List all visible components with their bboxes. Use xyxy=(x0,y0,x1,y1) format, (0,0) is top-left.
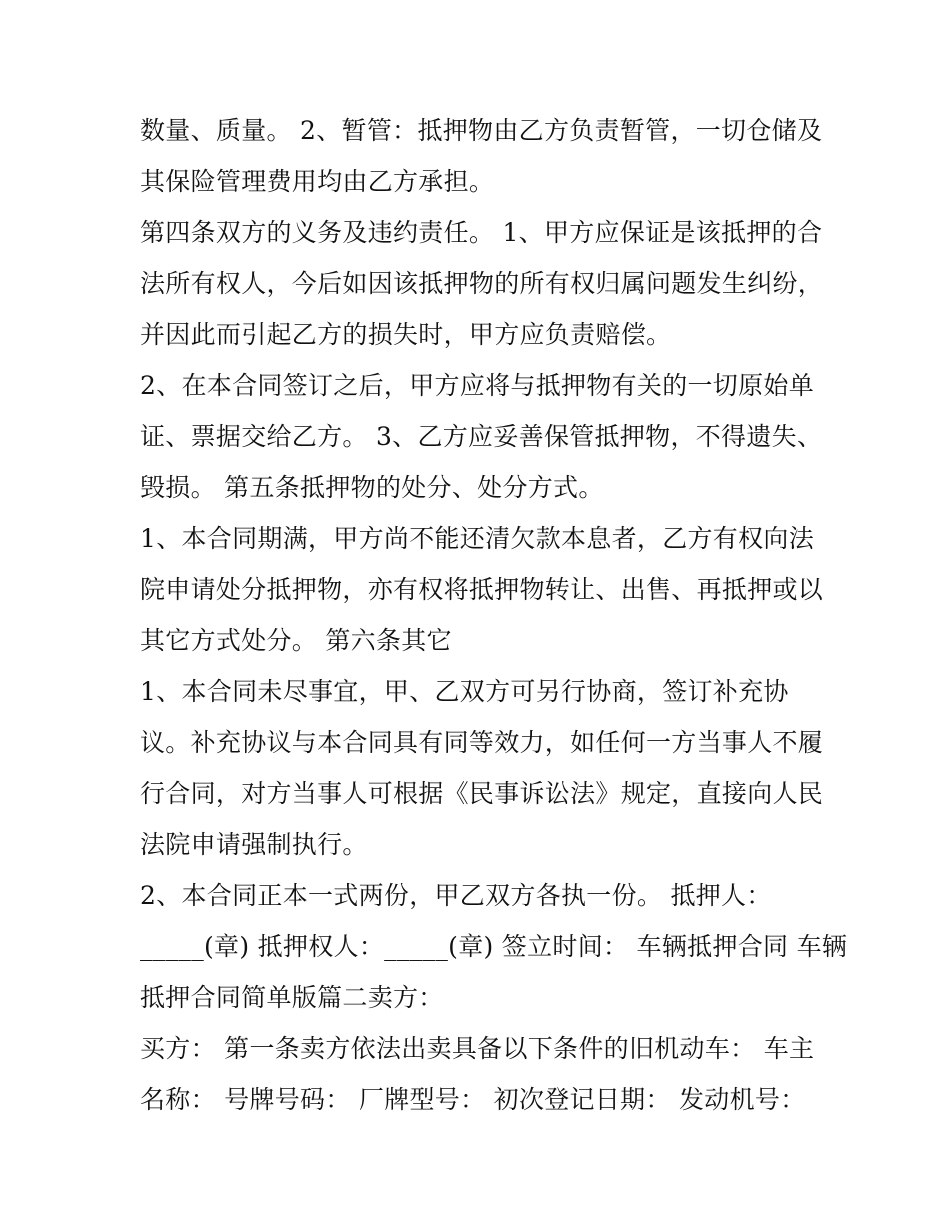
text-line: 2、在本合同签订之后，甲方应将与抵押物有关的一切原始单 xyxy=(140,371,815,400)
text-line: 并因此而引起乙方的损失时，甲方应负责赔偿。 xyxy=(140,320,672,349)
text-line: 毁损。 第五条抵押物的处分、处分方式。 xyxy=(140,473,604,502)
text-line: 1、本合同未尽事宜，甲、乙双方可另行协商，签订补充协 xyxy=(140,677,789,706)
text-line: 其保险管理费用均由乙方承担。 xyxy=(140,167,495,196)
text-line: 法院申请强制执行。 xyxy=(140,830,368,859)
text-line: 数量、质量。 2、暂管：抵押物由乙方负责暂管，一切仓储及 xyxy=(140,116,823,145)
text-line: 证、票据交给乙方。 3、乙方应妥善保管抵押物，不得遗失、 xyxy=(140,422,823,451)
text-line: 买方： 第一条卖方依法出卖具备以下条件的旧机动车： 车主 xyxy=(140,1034,815,1063)
text-line: 其它方式处分。 第六条其它 xyxy=(140,626,452,655)
text-line: 名称： 号牌号码： 厂牌型号： 初次登记日期： 发动机号： xyxy=(140,1085,806,1114)
text-line: 抵押合同简单版篇二卖方： xyxy=(140,983,444,1012)
text-line: 2、本合同正本一式两份，甲乙双方各执一份。 抵押人： xyxy=(140,881,772,910)
text-line: 第四条双方的义务及违约责任。 1、甲方应保证是该抵押的合 xyxy=(140,218,823,247)
text-line: 行合同，对方当事人可根据《民事诉讼法》规定，直接向人民 xyxy=(140,779,824,808)
text-line: 议。补充协议与本合同具有同等效力，如任何一方当事人不履 xyxy=(140,728,824,757)
document-body xyxy=(140,105,848,1125)
text-line: 院申请处分抵押物，亦有权将抵押物转让、出售、再抵押或以 xyxy=(140,575,824,604)
text-line: 法所有权人，今后如因该抵押物的所有权归属问题发生纠纷， xyxy=(140,269,824,298)
text-line: 1、本合同期满，甲方尚不能还清欠款本息者，乙方有权向法 xyxy=(140,524,815,553)
text-line: _____(章) 抵押权人：_____(章) 签立时间： 车辆抵押合同 车辆 xyxy=(140,932,848,961)
